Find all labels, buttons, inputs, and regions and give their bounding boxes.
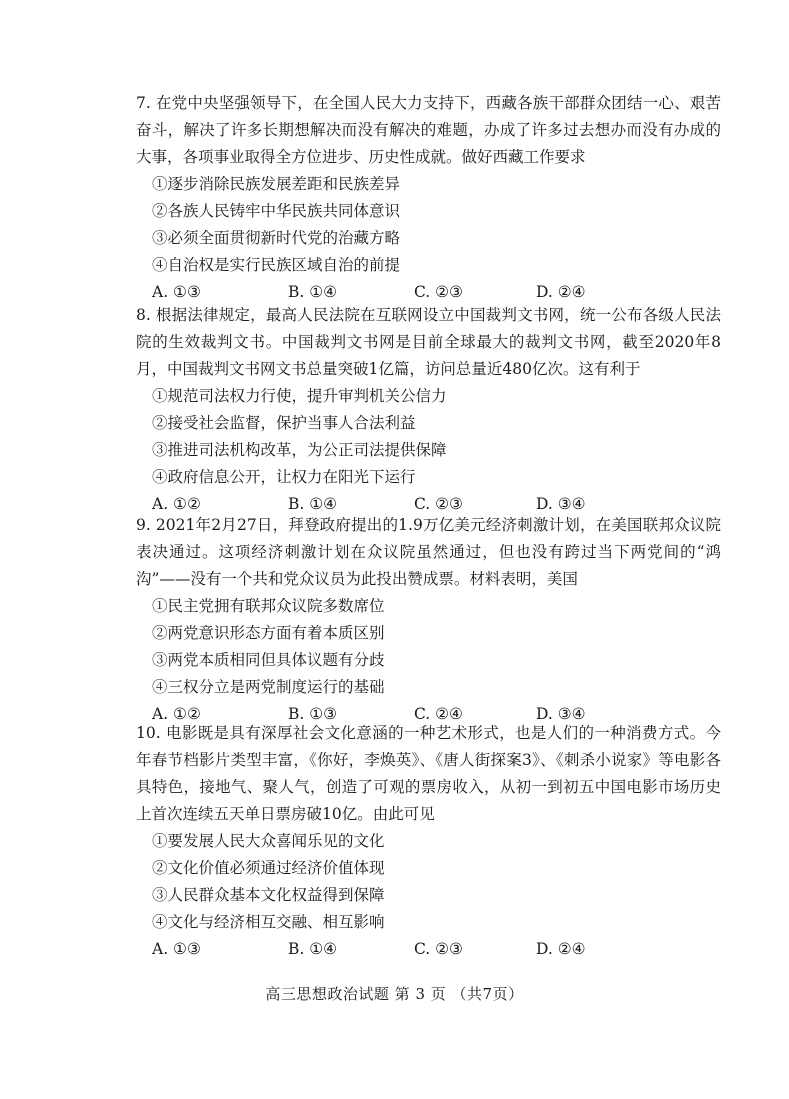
choice-c: C. ②③ bbox=[414, 495, 463, 513]
question-8 bbox=[136, 302, 721, 518]
choice-b: B. ①④ bbox=[288, 283, 338, 301]
statement-1: ①规范司法权力行使，提升审判机关公信力 bbox=[152, 387, 447, 405]
statement-2: ②各族人民铸牢中华民族共同体意识 bbox=[152, 202, 401, 220]
choice-c: C. ②④ bbox=[414, 705, 463, 723]
choice-d: D. ③④ bbox=[536, 495, 586, 513]
statement-4: ④自治权是实行民族区域自治的前提 bbox=[152, 256, 401, 274]
question-stem: 10. 电影既是具有深厚社会文化意涵的一种艺术形式，也是人们的一种消费方式。今年春节档影片类型丰富，《你好，李焕英》、《唐人街探案3》、《刺杀小说家》等电影各具特色，接地气、聚人气，创造了可观的票房收入，从初一到初五中国电影市场历史上首次连续五天单日票房破10亿。由此可见 bbox=[136, 724, 721, 823]
statement-3: ③两党本质相同但具体议题有分歧 bbox=[152, 651, 385, 669]
choice-a: A. ①② bbox=[152, 495, 201, 513]
question-10 bbox=[136, 720, 721, 963]
statement-1: ①逐步消除民族发展差距和民族差异 bbox=[152, 175, 401, 193]
choice-a: A. ①③ bbox=[152, 940, 201, 958]
choice-a: A. ①② bbox=[152, 705, 201, 723]
statement-3: ③推进司法机构改革，为公正司法提供保障 bbox=[152, 441, 447, 459]
statement-1: ①要发展人民大众喜闻乐见的文化 bbox=[152, 832, 385, 850]
choice-b: B. ①④ bbox=[288, 940, 338, 958]
choice-b: B. ①④ bbox=[288, 495, 338, 513]
choice-d: D. ③④ bbox=[536, 705, 586, 723]
statement-4: ④三权分立是两党制度运行的基础 bbox=[152, 678, 385, 696]
statement-2: ②文化价值必须通过经济价值体现 bbox=[152, 859, 385, 877]
page-footer: 高三思想政治试题 第 3 页 （共7页） bbox=[265, 985, 524, 1003]
choice-c: C. ②③ bbox=[414, 283, 463, 301]
statement-2: ②接受社会监督，保护当事人合法利益 bbox=[152, 414, 416, 432]
choice-c: C. ②③ bbox=[414, 940, 463, 958]
statement-3: ③人民群众基本文化权益得到保障 bbox=[152, 886, 385, 904]
statement-4: ④政府信息公开，让权力在阳光下运行 bbox=[152, 468, 416, 486]
question-9 bbox=[136, 512, 721, 728]
question-stem: 8. 根据法律规定，最高人民法院在互联网设立中国裁判文书网，统一公布各级人民法院的生效裁判文书。中国裁判文书网是目前全球最大的裁判文书网，截至2020年8月，中国裁判文书网文书总量突破1亿篇，访问总量近480亿次。这有利于 bbox=[136, 306, 721, 378]
choice-d: D. ②④ bbox=[536, 283, 586, 301]
choice-d: D. ②④ bbox=[536, 940, 586, 958]
choice-b: B. ①③ bbox=[288, 705, 338, 723]
statement-2: ②两党意识形态方面有着本质区别 bbox=[152, 624, 385, 642]
question-stem: 9. 2021年2月27日，拜登政府提出的1.9万亿美元经济刺激计划，在美国联邦众议院表决通过。这项经济刺激计划在众议院虽然通过，但也没有跨过当下两党间的“鸿沟”——没有一个共和党众议员为此投出赞成票。材料表明，美国 bbox=[136, 516, 721, 588]
statement-1: ①民主党拥有联邦众议院多数席位 bbox=[152, 597, 385, 615]
answer-choices bbox=[136, 936, 721, 963]
question-stem: 7. 在党中央坚强领导下，在全国人民大力支持下，西藏各族干部群众团结一心、艰苦奋斗，解决了许多长期想解决而没有解决的难题，办成了许多过去想办而没有办成的大事，各项事业取得全方位进步、历史性成就。做好西藏工作要求 bbox=[136, 94, 721, 166]
statement-4: ④文化与经济相互交融、相互影响 bbox=[152, 913, 385, 931]
statement-3: ③必须全面贯彻新时代党的治藏方略 bbox=[152, 229, 401, 247]
question-7 bbox=[136, 90, 721, 306]
choice-a: A. ①③ bbox=[152, 283, 201, 301]
